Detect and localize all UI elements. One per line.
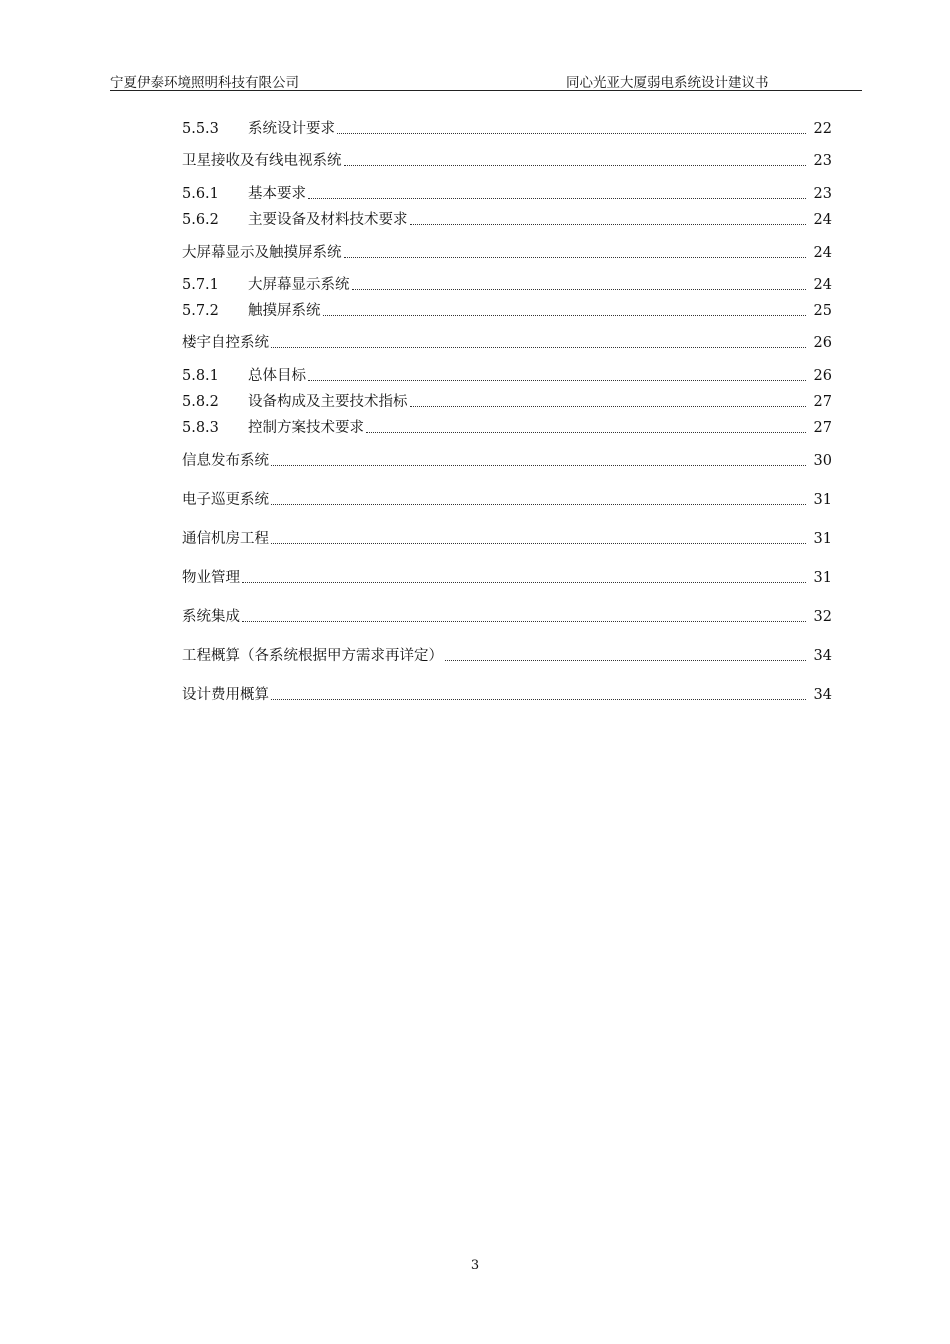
toc-entry[interactable] — [182, 566, 832, 588]
toc-entry-title: 设备构成及主要技术指标 — [248, 394, 408, 410]
toc-entry[interactable] — [182, 416, 832, 438]
toc-entry[interactable] — [182, 208, 832, 230]
toc-entry[interactable] — [182, 683, 832, 705]
toc-entry-title: 大屏幕显示及触摸屏系统 — [182, 245, 342, 261]
toc-entry-page: 23 — [813, 186, 832, 202]
dot-leader — [308, 197, 806, 199]
toc-entry-page: 34 — [813, 648, 832, 664]
header-company: 宁夏伊泰环境照明科技有限公司 — [110, 75, 299, 91]
toc-entry-page: 32 — [813, 609, 832, 625]
dot-leader — [445, 659, 806, 661]
toc-entry-title: 控制方案技术要求 — [248, 420, 364, 436]
page-header — [110, 70, 862, 91]
toc-entry-title: 卫星接收及有线电视系统 — [182, 153, 342, 169]
toc-entry[interactable] — [182, 527, 832, 549]
toc-entry-title: 基本要求 — [248, 186, 306, 202]
toc-entry[interactable] — [182, 605, 832, 627]
dot-leader — [271, 464, 806, 466]
toc-entry-title: 总体目标 — [248, 368, 306, 384]
dot-leader — [271, 542, 806, 544]
toc-entry[interactable] — [182, 117, 832, 139]
dot-leader — [271, 503, 806, 505]
toc-entry-page: 24 — [813, 277, 832, 293]
toc-entry-page: 24 — [813, 245, 832, 261]
toc-entry-title: 工程概算（各系统根据甲方需求再详定） — [182, 648, 443, 664]
toc-entry-title: 楼宇自控系统 — [182, 335, 269, 351]
toc-entry-title: 通信机房工程 — [182, 531, 269, 547]
toc-entry-page: 23 — [813, 153, 832, 169]
dot-leader — [242, 620, 806, 622]
toc-entry-number: 5.8.2 — [182, 394, 219, 410]
toc-entry[interactable] — [182, 149, 832, 171]
dot-leader — [323, 314, 807, 316]
toc-entry-title: 电子巡更系统 — [182, 492, 269, 508]
dot-leader — [352, 288, 807, 290]
toc-entry-number: 5.6.1 — [182, 186, 219, 202]
dot-leader — [344, 164, 807, 166]
toc-entry-number: 5.8.1 — [182, 368, 219, 384]
toc-entry-number: 5.6.2 — [182, 212, 219, 228]
toc-entry-title: 物业管理 — [182, 570, 240, 586]
toc-entry[interactable] — [182, 449, 832, 471]
toc-entry[interactable] — [182, 364, 832, 386]
dot-leader — [271, 346, 806, 348]
toc-entry-title: 设计费用概算 — [182, 687, 269, 703]
toc-entry[interactable] — [182, 273, 832, 295]
dot-leader — [271, 698, 806, 700]
toc-entry[interactable] — [182, 644, 832, 666]
toc-entry-number: 5.7.1 — [182, 277, 219, 293]
toc-entry-page: 31 — [813, 531, 832, 547]
dot-leader — [308, 379, 806, 381]
toc-entry-number: 5.7.2 — [182, 303, 219, 319]
toc-entry-title: 系统设计要求 — [248, 121, 335, 137]
toc-entry-page: 26 — [813, 368, 832, 384]
dot-leader — [337, 132, 806, 134]
toc-entry-title: 大屏幕显示系统 — [248, 277, 350, 293]
toc-entry-title: 系统集成 — [182, 609, 240, 625]
toc-entry-page: 27 — [813, 420, 832, 436]
dot-leader — [366, 431, 806, 433]
dot-leader — [242, 581, 806, 583]
toc-entry[interactable] — [182, 331, 832, 353]
toc-entry-page: 27 — [813, 394, 832, 410]
toc-entry-page: 31 — [813, 492, 832, 508]
toc-entry[interactable] — [182, 299, 832, 321]
dot-leader — [344, 256, 807, 258]
dot-leader — [410, 405, 807, 407]
toc-entry-page: 31 — [813, 570, 832, 586]
toc-entry-page: 22 — [813, 121, 832, 137]
toc-entry-page: 30 — [813, 453, 832, 469]
toc-entry[interactable] — [182, 182, 832, 204]
toc-entry[interactable] — [182, 241, 832, 263]
toc-entry-number: 5.5.3 — [182, 121, 219, 137]
toc-entry[interactable] — [182, 488, 832, 510]
toc-entry-title: 触摸屏系统 — [248, 303, 321, 319]
toc-entry-page: 34 — [813, 687, 832, 703]
toc-entry-title: 信息发布系统 — [182, 453, 269, 469]
toc-entry[interactable] — [182, 390, 832, 412]
toc-entry-number: 5.8.3 — [182, 420, 219, 436]
toc-entry-page: 24 — [813, 212, 832, 228]
toc-entry-page: 26 — [813, 335, 832, 351]
dot-leader — [410, 223, 807, 225]
toc-entry-page: 25 — [813, 303, 832, 319]
header-doc-title: 同心光亚大厦弱电系统设计建议书 — [566, 75, 769, 91]
page-number: 3 — [470, 1258, 480, 1273]
toc-entry-title: 主要设备及材料技术要求 — [248, 212, 408, 228]
